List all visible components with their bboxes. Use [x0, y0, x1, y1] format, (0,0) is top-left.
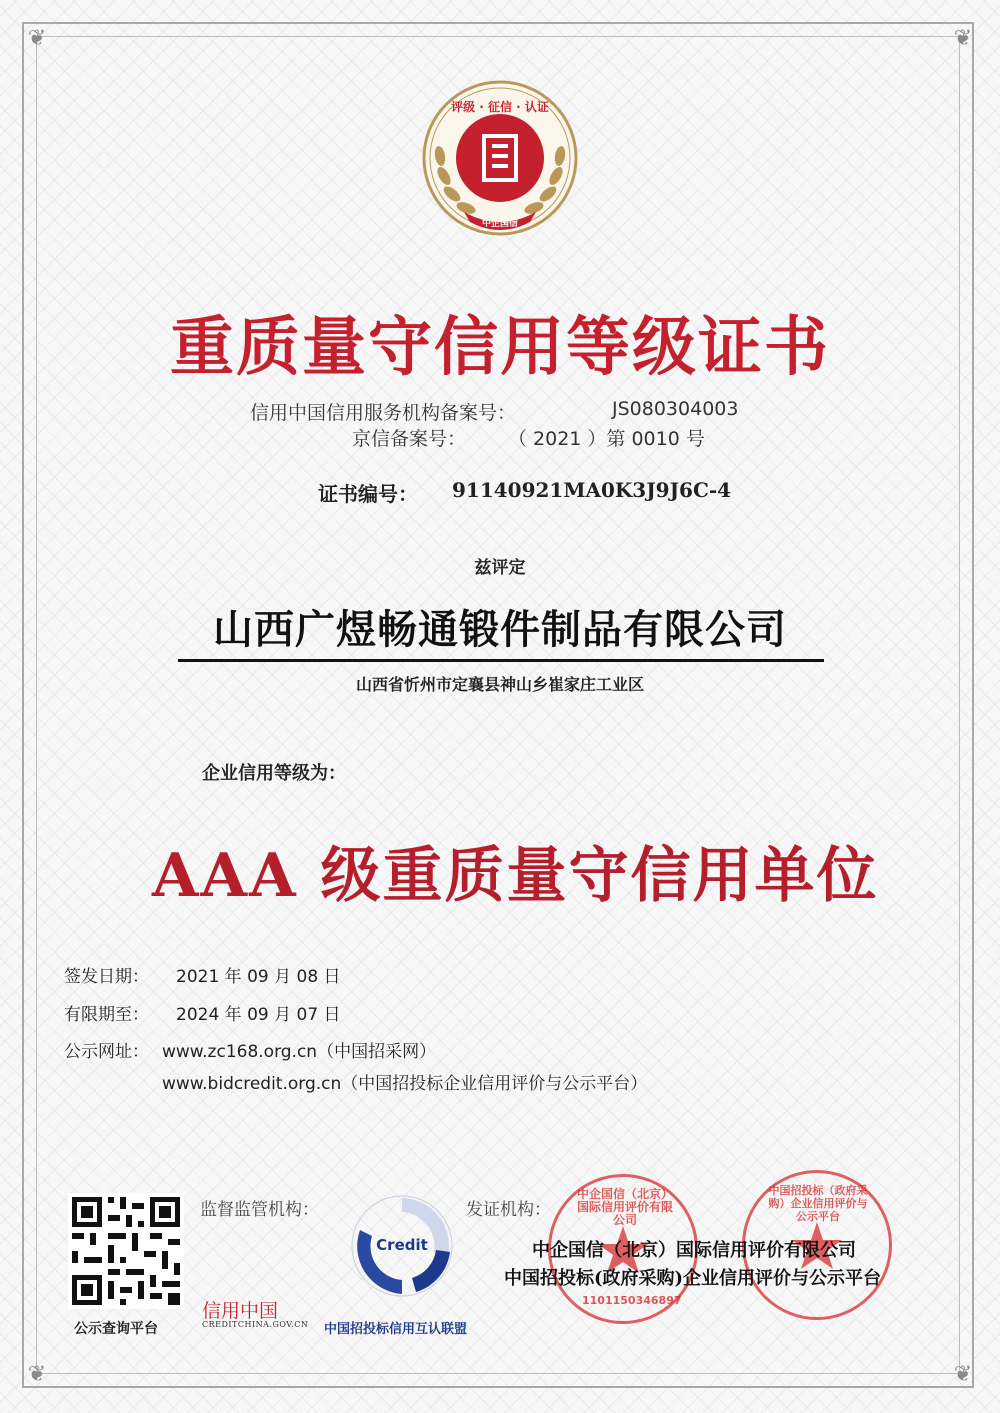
certificate-number-value: 91140921MA0K3J9J6C-4: [452, 478, 732, 502]
issuer-name-2: 中国招投标(政府采购)企业信用评价与公示平台: [504, 1268, 882, 1289]
issue-date-value: 2021 年 09 月 08 日: [176, 967, 341, 987]
jingxin-registration-label: 京信备案号：: [352, 428, 467, 450]
website-bidcredit-link[interactable]: www.bidcredit.org.cn（中国招投标企业信用评价与公示平台）: [162, 1074, 648, 1094]
supervisor-label: 监督监管机构：: [200, 1200, 319, 1220]
issuer-label: 发证机构：: [466, 1200, 551, 1220]
qr-caption: 公示查询平台: [74, 1321, 158, 1337]
certificate-number-label: 证书编号：: [318, 482, 418, 506]
alliance-name: 中国招投标信用互认联盟: [324, 1322, 468, 1337]
credit-china-logo: 信用中国: [202, 1300, 279, 1322]
alliance-logo: [346, 1190, 458, 1302]
stamp-1-text: 中企国信（北京）国际信用评价有限公司: [576, 1187, 673, 1227]
emblem: [418, 76, 582, 240]
evaluated-label: 兹评定: [474, 558, 526, 578]
corner-ornament-icon: ❦: [27, 26, 47, 51]
credit-grade: AAA 级重质量守信用单位: [152, 841, 879, 911]
corner-ornament-icon: ❦: [27, 1362, 47, 1387]
company-name: 山西广煜畅通锻件制品有限公司: [213, 606, 787, 653]
valid-until-label: 有限期至：: [64, 1005, 149, 1025]
credit-logo-text: Credit: [376, 1236, 428, 1254]
company-underline: [178, 659, 824, 662]
qr-code[interactable]: [68, 1193, 184, 1309]
certificate-title: 重质量守信用等级证书: [170, 311, 830, 385]
qr-code-icon: [68, 1193, 184, 1309]
company-address: 山西省忻州市定襄县神山乡崔家庄工业区: [355, 675, 644, 694]
website-zc168-link[interactable]: www.zc168.org.cn（中国招采网）: [162, 1042, 437, 1062]
stamp-2-text: 中国招投标（政府采购）企业信用评价与公示平台: [768, 1184, 868, 1223]
credit-china-url: CREDITCHINA.GOV.CN: [202, 1320, 309, 1329]
emblem-top-text: 评级 · 征信 · 认证: [451, 100, 549, 114]
service-registration-value: JS080304003: [612, 398, 739, 420]
corner-ornament-icon: ❦: [953, 26, 973, 51]
service-registration-label: 信用中国信用服务机构备案号：: [250, 402, 517, 424]
emblem-bottom-text: 中企国信: [481, 219, 518, 229]
jingxin-registration-value: （ 2021 ）第 0010 号: [508, 428, 705, 450]
grade-label: 企业信用等级为：: [202, 763, 346, 784]
issue-date-label: 签发日期：: [64, 967, 149, 987]
corner-ornament-icon: ❦: [953, 1362, 973, 1387]
stamp-1-number: 1101150346897: [582, 1294, 682, 1307]
website-label: 公示网址：: [64, 1042, 149, 1062]
valid-until-value: 2024 年 09 月 07 日: [176, 1005, 341, 1025]
issuer-name-1: 中企国信（北京）国际信用评价有限公司: [532, 1240, 856, 1261]
